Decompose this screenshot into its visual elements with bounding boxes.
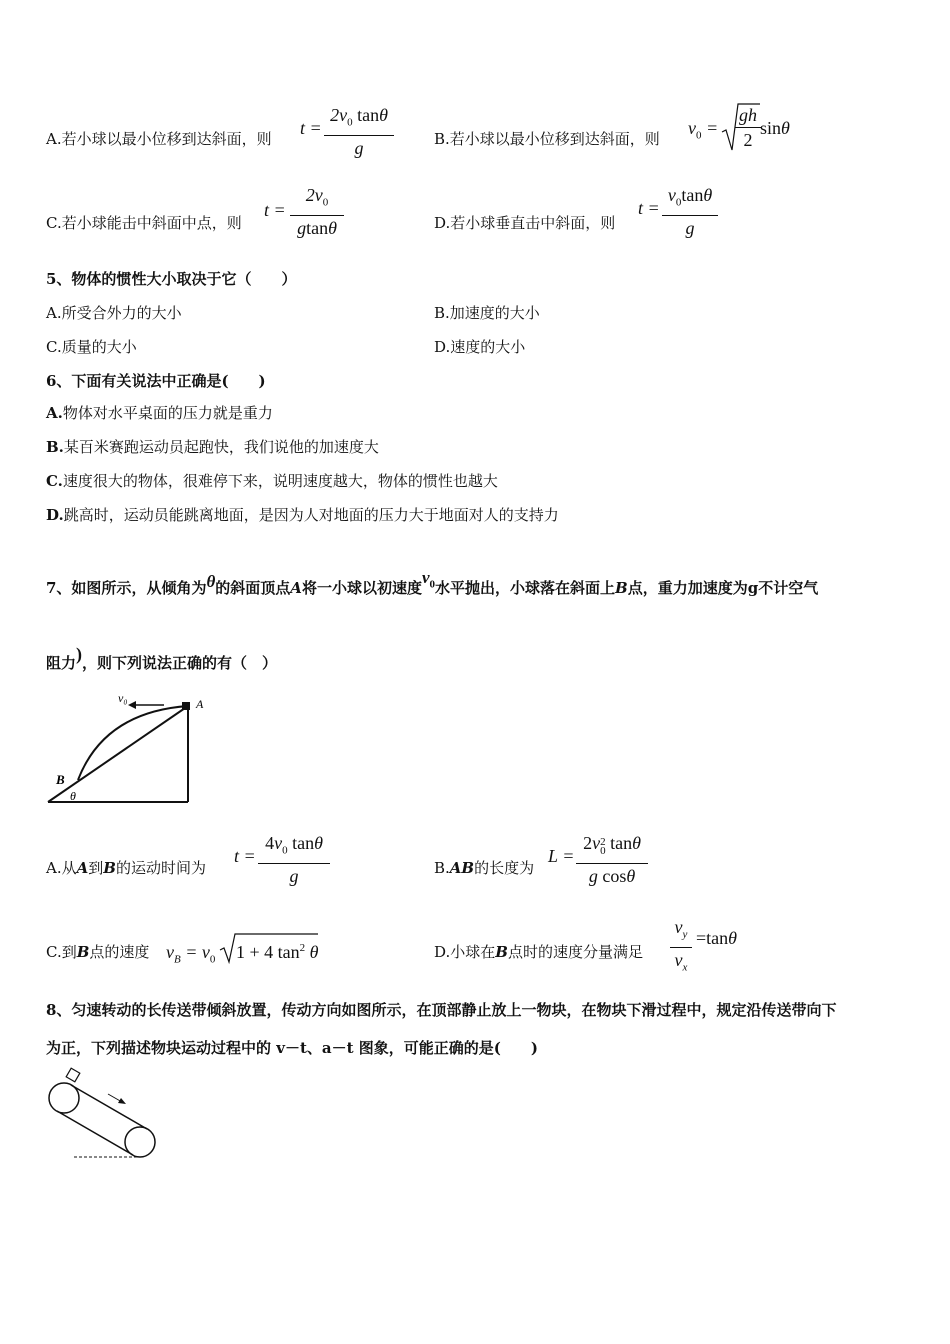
- q5-stem: 5、物体的惯性大小取决于它（ ）: [46, 270, 297, 288]
- q4-b-fraction: gh 2: [735, 104, 761, 151]
- q6-option-d: [46, 504, 559, 525]
- q6-option-d-text: 跳高时，运动员能跳离地面，是因为人对地面的压力大于地面对人的支持力: [63, 506, 559, 524]
- q7-a-fraction: $4v_0$ tanθ g: [258, 832, 330, 887]
- q4-c-fraction: $2v_0$ gtanθ: [290, 184, 344, 239]
- q7-b-formula-l: L =: [548, 846, 575, 866]
- q7-option-b: B.AB的长度为: [434, 859, 535, 877]
- q6-option-c-letter: C.: [46, 472, 63, 490]
- q4-d-formula-t: t =: [638, 198, 660, 218]
- q5-option-c: C.质量的大小: [46, 338, 137, 356]
- q7-fig-theta-label: θ: [70, 789, 76, 803]
- q4-option-c: C.若小球能击中斜面中点，则: [46, 214, 242, 232]
- q4-a-fraction: $2v_0$ tanθ g: [324, 104, 394, 159]
- q7-figure: [44, 690, 224, 810]
- q7-c-radicand: 1 + 4 $\tan^2 \theta$: [236, 942, 319, 962]
- q5-option-d: D.速度的大小: [434, 338, 526, 356]
- q6-option-a-text: 物体对水平桌面的压力就是重力: [62, 404, 273, 422]
- q7-fig-v0-label: v₀: [118, 691, 128, 705]
- q7-fig-b-label: B: [56, 772, 65, 787]
- q8-stem-line1: 8、匀速转动的长传送带倾斜放置，传动方向如图所示，在顶部静止放上一物块，在物块下滑过程中，规定沿传送带向下: [46, 1001, 837, 1019]
- q6-stem: 6、下面有关说法中正确是( ): [46, 372, 266, 390]
- q6-option-b-text: 某百米赛跑运动员起跑快，我们说他的加速度大: [63, 438, 379, 456]
- q7-b-fraction: 2v $_{2 0}$ tanθ g cosθ: [576, 832, 648, 887]
- q7-d-tan: =tanθ: [696, 928, 737, 948]
- q7-d-fraction: $v_y$ $v_x$: [670, 916, 692, 978]
- q7-option-d: D.小球在B点时的速度分量满足: [434, 943, 643, 961]
- q6-option-c: [46, 470, 498, 491]
- q6-option-c-text: 速度很大的物体，很难停下来，说明速度越大，物体的惯性也越大: [62, 472, 498, 490]
- q4-b-formula: $v_0$ =: [688, 118, 719, 142]
- q8-stem-line2: 为正，下列描述物块运动过程中的 v－t、a－t 图象，可能正确的是( ): [46, 1039, 538, 1057]
- q7-a-formula-t: t =: [234, 846, 256, 866]
- q5-option-a: A.所受合外力的大小: [46, 304, 182, 322]
- q6-option-a-letter: A.: [46, 404, 63, 422]
- q7-fig-a-label: A: [196, 697, 204, 711]
- q4-d-fraction: $v_0\tan\theta$ g: [662, 184, 718, 239]
- q4-b-sin: sinθ: [760, 118, 790, 138]
- q4-c-formula-t: t =: [264, 200, 286, 220]
- q5-option-b: B.加速度的大小: [434, 304, 540, 322]
- q4-option-d: D.若小球垂直击中斜面，则: [434, 214, 616, 232]
- q7-c-formula: $v_B = v_0$: [166, 942, 216, 966]
- q4-option-a: A.若小球以最小位移到达斜面，则: [46, 130, 272, 148]
- q7-option-a: A.从A到B的运动时间为: [46, 859, 206, 877]
- q7-stem-line1: 7、如图所示，从倾角为θ的斜面顶点A将一小球以初速度$v_0$水平抛出，小球落在斜面上B点，重力加速度为g不计空气: [46, 568, 819, 597]
- q4-a-formula-t: t =: [300, 118, 322, 138]
- q8-conveyor-figure: [44, 1066, 174, 1166]
- q6-option-a: [46, 402, 273, 423]
- q7-stem-line2: 阻力)，则下列说法正确的有（ ）: [46, 644, 278, 672]
- q6-option-d-letter: D.: [46, 506, 64, 524]
- q7-option-c: C.到B点的速度: [46, 943, 150, 961]
- q6-option-b: [46, 436, 379, 457]
- q6-option-b-letter: B.: [46, 438, 64, 456]
- q4-option-b: B.若小球以最小位移到达斜面，则: [434, 130, 660, 148]
